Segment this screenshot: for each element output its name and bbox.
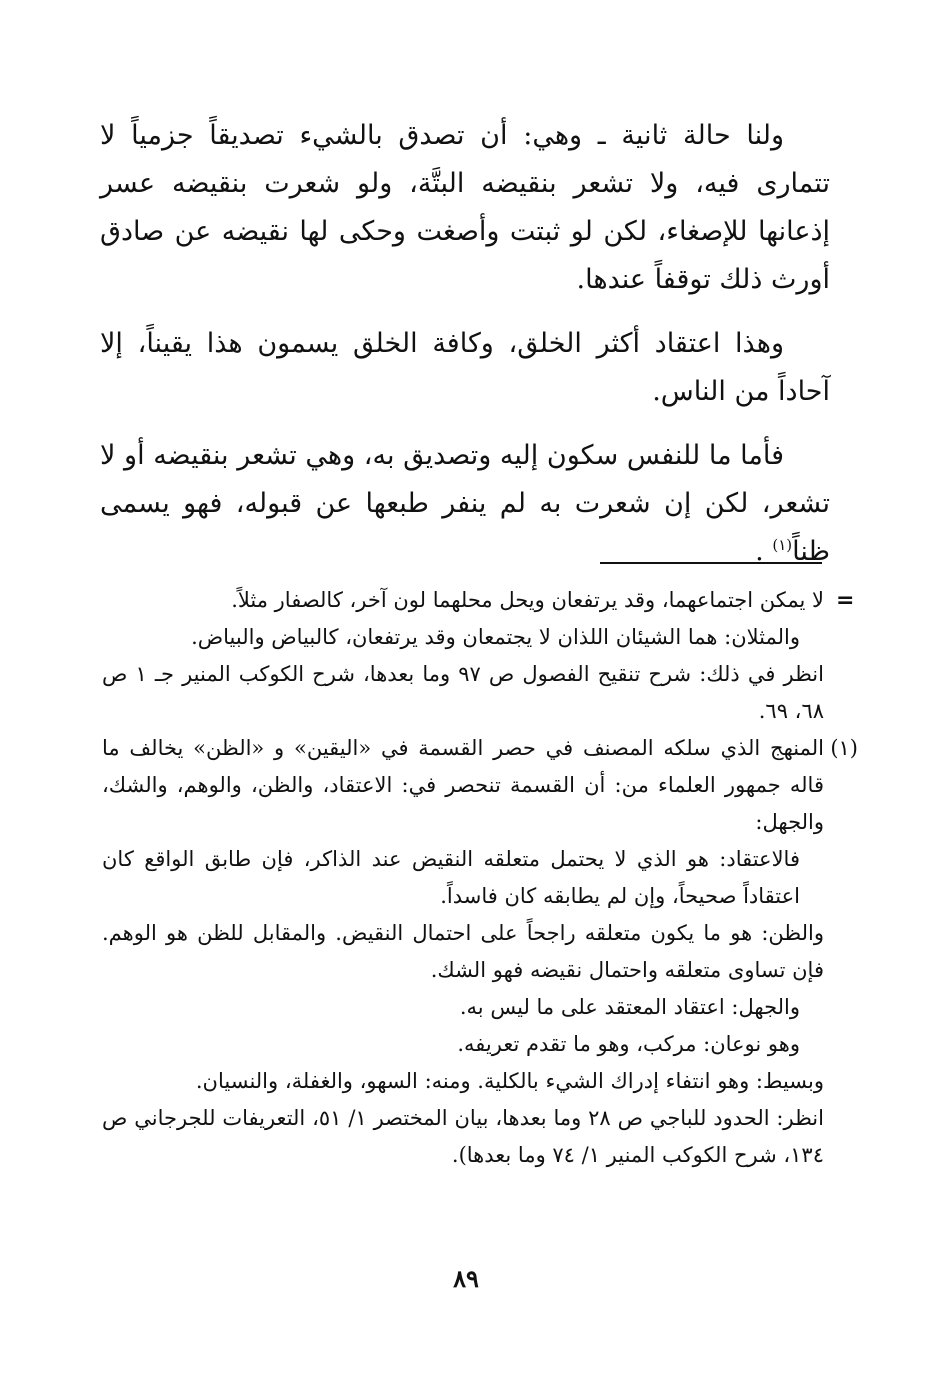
paragraph-3-period: . (755, 536, 764, 567)
footnote-1-line-6: وبسيط: وهو انتفاء إدراك الشيء بالكلية. ومنه: السهو، والغفلة، والنسيان. (195, 1069, 824, 1093)
footnote-cont-line-3: انظر في ذلك: شرح تنقيح الفصول ص ٩٧ وما بعدها، شرح الكوكب المنير جـ ١ ص ٦٨، ٦٩. (102, 662, 824, 723)
footnote-cont-line-1: لا يمكن اجتماعهما، وقد يرتفعان ويحل محلهما لون آخر، كالصفار مثلاً. (231, 588, 824, 612)
footnote-cont-line-2: والمثلان: هما الشيئان اللذان لا يجتمعان وقد يرتفعان، كالبياض والبياض. (191, 625, 800, 649)
footnote-1-number: (١) (830, 736, 858, 760)
paragraph-1: ولنا حالة ثانية ـ وهي: أن تصدق بالشيء تصديقاً جزمياً لا تتمارى فيه، ولا تشعر بنقيضه البتَّة، ولو شعرت بنقيضه عسر إذعانها للإصغاء، لكن لو ثبتت وأصغت وحكى لها نقيضه عن صادق أورث ذلك توقفاً عندها. (100, 120, 830, 295)
footnote-1-line-5: وهو نوعان: مركب، وهو ما تقدم تعريفه. (457, 1032, 800, 1056)
footnote-1-line-1: المنهج الذي سلكه المصنف في حصر القسمة في «اليقين» و «الظن» يخالف ما قاله جمهور العلماء من: أن القسمة تنحصر في: الاعتقاد، والظن، والوهم، والشك، والجهل: (102, 736, 824, 834)
paragraph-3 (100, 432, 830, 576)
paragraph-2: وهذا اعتقاد أكثر الخلق، وكافة الخلق يسمون هذا يقيناً، إلا آحاداً من الناس. (100, 328, 830, 407)
footnote-1-line-3: والظن: هو ما يكون متعلقه راجحاً على احتمال النقيض. والمقابل للظن هو الوهم. فإن تساوى متعلقه واحتمال نقيضه فهو الشك. (102, 921, 824, 982)
paragraph-3-text: فأما ما للنفس سكون إليه وتصديق به، وهي تشعر بنقيضه أو لا تشعر، لكن إن شعرت به لم ينفر طبعها عن قبوله، فهو يسمى ظناً (100, 440, 830, 567)
main-text (100, 112, 830, 592)
footnote-1 (102, 730, 858, 1174)
footnote-separator (600, 562, 822, 564)
footnotes-section (102, 582, 858, 1174)
footnote-1-line-7: انظر: الحدود للباجي ص ٢٨ وما بعدها، بيان المختصر ١/ ٥١، التعريفات للجرجاني ص ١٣٤، شرح الكوكب المنير ١/ ٧٤ وما بعدها). (102, 1106, 824, 1167)
footnote-1-line-4: والجهل: اعتقاد المعتقد على ما ليس به. (459, 995, 800, 1019)
page-number: ٨٩ (453, 1264, 479, 1293)
footnote-ref-1[interactable]: (١) (772, 536, 793, 554)
continuation-mark: = (836, 588, 855, 613)
footnote-1-line-2: فالاعتقاد: هو الذي لا يحتمل متعلقه النقيض عند الذاكر، فإن طابق الواقع كان اعتقاداً صحيحاً، وإن لم يطابقه كان فاسداً. (102, 847, 800, 908)
